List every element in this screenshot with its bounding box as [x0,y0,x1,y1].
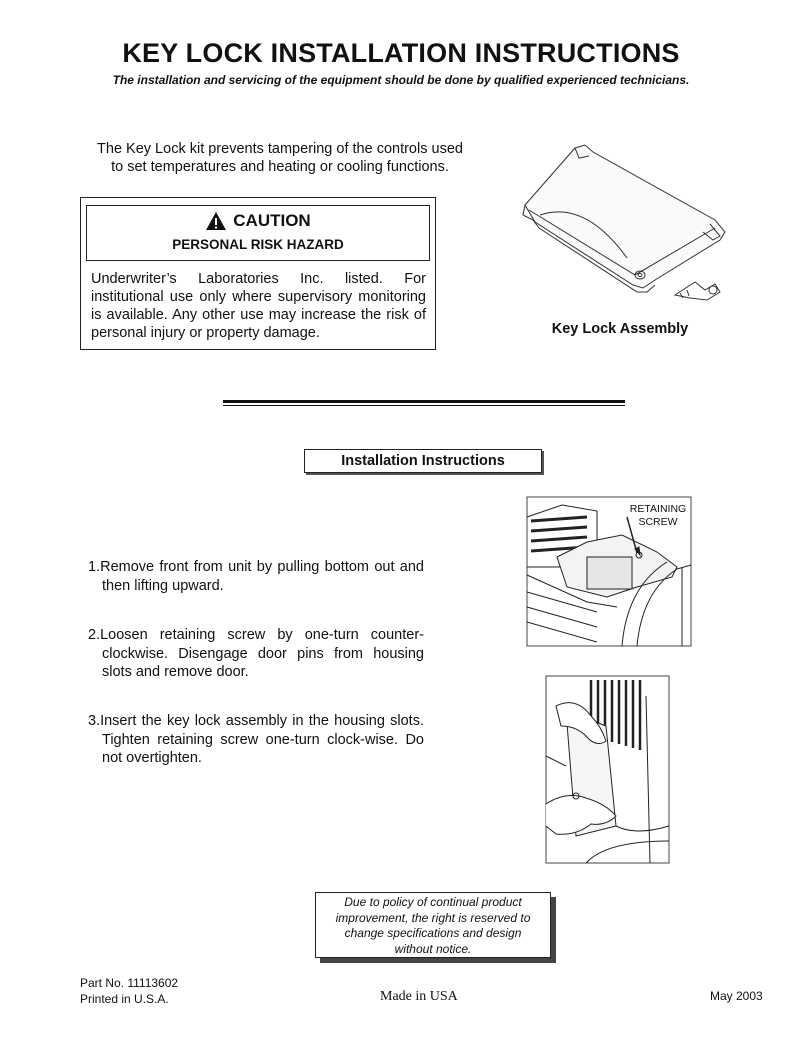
printed-in: Printed in U.S.A. [80,992,169,1006]
section-divider-thin [223,405,625,406]
footer-part-info [80,975,178,1007]
part-number: Part No. 11113602 [80,976,179,990]
retaining-screw-figure [527,497,692,647]
made-in-usa: Made in USA [380,989,458,1004]
policy-line-1: Due to policy of continual product [344,895,522,909]
policy-line-4: without notice. [394,941,472,956]
installation-heading: Installation Instructions [304,449,542,473]
policy-line-3: change specifications and design [344,926,522,940]
intro-line-1: The Key Lock kit prevents tampering of the controls used [97,141,463,157]
step-1: 1.Remove front from unit by pulling bottom out and then lifting upward. [88,559,424,594]
intro-line-2: to set temperatures and heating or cooling functions. [111,159,449,175]
page-title: KEY LOCK INSTALLATION INSTRUCTIONS [122,38,680,68]
caution-header-box [86,205,430,261]
intro-text [70,140,490,176]
page-subtitle: The installation and servicing of the equipment should be done by qualified experienced technicians. [112,73,690,87]
caution-subheading: PERSONAL RISK HAZARD [172,237,344,252]
warning-icon [205,211,227,231]
key-icon [675,282,720,300]
key-lock-assembly-label: Key Lock Assembly [551,321,689,337]
retaining-label-line-1: RETAINING [629,503,687,515]
caution-body: Underwriter’s Laboratories Inc. listed. For institutional use only where supervisory monitoring is available. Any other use may increase the risk of personal injury or property damage. [91,271,426,341]
step-2: 2.Loosen retaining screw by one-turn counter-clockwise. Disengage door pins from housing slots and remove door. [88,627,424,680]
caution-heading-row [87,211,429,231]
section-divider [223,400,625,403]
step-3: 3.Insert the key lock assembly in the housing slots. Tighten retaining screw one-turn clock-wise. Do not overtighten. [88,713,424,766]
install-hands-figure [546,676,670,864]
key-lock-assembly-illustration [515,140,765,310]
retaining-label-line-2: SCREW [638,516,678,528]
publication-date: May 2003 [710,989,763,1003]
policy-line-2: improvement, the right is reserved to [335,910,531,925]
caution-heading: CAUTION [233,211,311,230]
policy-notice [315,892,551,958]
